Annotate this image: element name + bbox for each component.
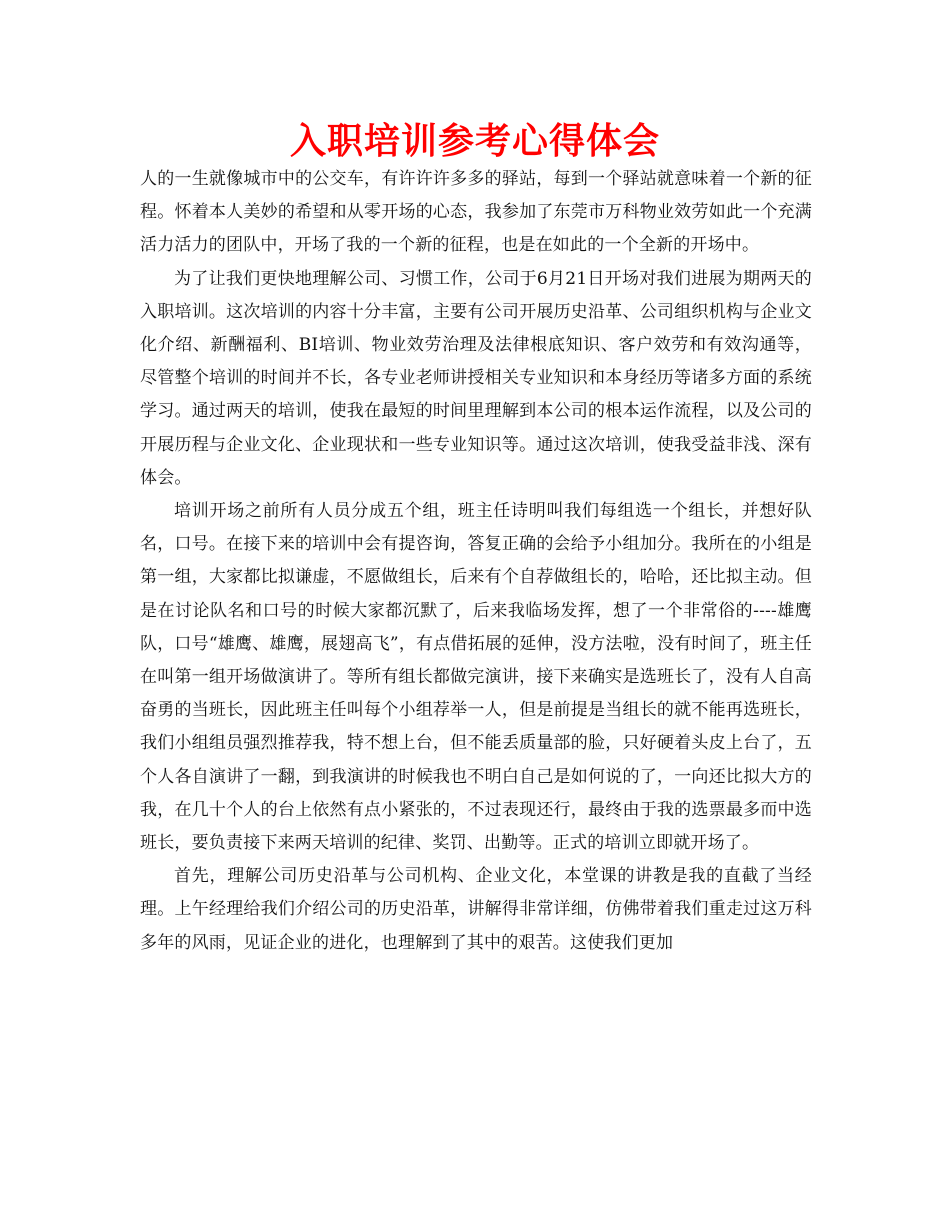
paragraph-training-overview: 为了让我们更快地理解公司、习惯工作，公司于6月21日开场对我们进展为期两天的入职培训。这次培训的内容十分丰富，主要有公司开展历史沿革、公司组织机构与企业文化介绍、新酬福利、BI培训、物业效劳治理及法律根底知识、客户效劳和有效沟通等，尽管整个培训的时间并不长，各专业老师讲授相关专业知识和本身经历等诸多方面的系统学习。通过两天的培训，使我在最短的时间里理解到本公司的根本运作流程，以及公司的开展历程与企业文化、企业现状和一些专业知识等。通过这次培训，使我受益非浅、深有体会。 (140, 268, 812, 488)
paragraph-group-division: 培训开场之前所有人员分成五个组，班主任诗明叫我们每组选一个组长，并想好队名，口号。在接下来的培训中会有提咨询，答复正确的会给予小组加分。我所在的小组是第一组，大家都比拟谦虚，不愿做组长，后来有个自荐做组长的，哈哈，还比拟主动。但是在讨论队名和口号的时候大家都沉默了，后来我临场发挥，想了一个非常俗的----雄鹰队，口号“雄鹰、雄鹰，展翅高飞”，有点借拓展的延伸，没方法啦，没有时间了，班主任在叫第一组开场做演讲了。等所有组长都做完演讲，接下来确实是选班长了，没有人自高奋勇的当班长，因此班主任叫每个小组荐举一人，但是前提是当组长的就不能再选班长，我们小组组员强烈推荐我，特不想上台，但不能丢质量部的脸，只好硬着头皮上台了，五个人各自演讲了一翻，到我演讲的时候我也不明白自己是如何说的了，一向还比拟大方的我，在几十个人的台上依然有点小紧张的，不过表现还行，最终由于我的选票最多而中选班长，要负责接下来两天培训的纪律、奖罚、出勤等。正式的培训立即就开场了。 (140, 501, 812, 854)
paragraph-company-history: 首先，理解公司历史沿革与公司机构、企业文化，本堂课的讲教是我的直截了当经理。上午经理给我们介绍公司的历史沿革，讲解得非常详细，仿佛带着我们重走过这万科多年的风雨，见证企业的进化，也理解到了其中的艰苦。这使我们更加 (140, 866, 812, 953)
document-title: 入职培训参考心得体会 (289, 121, 660, 162)
document-body (140, 163, 812, 960)
paragraph-intro: 人的一生就像城市中的公交车，有许许许多多的驿站，每到一个驿站就意味着一个新的征程。怀着本人美妙的希望和从零开场的心态，我参加了东莞市万科物业效劳如此一个充满活力活力的团队中，开场了我的一个新的征程，也是在如此的一个全新的开场中。 (140, 169, 812, 256)
